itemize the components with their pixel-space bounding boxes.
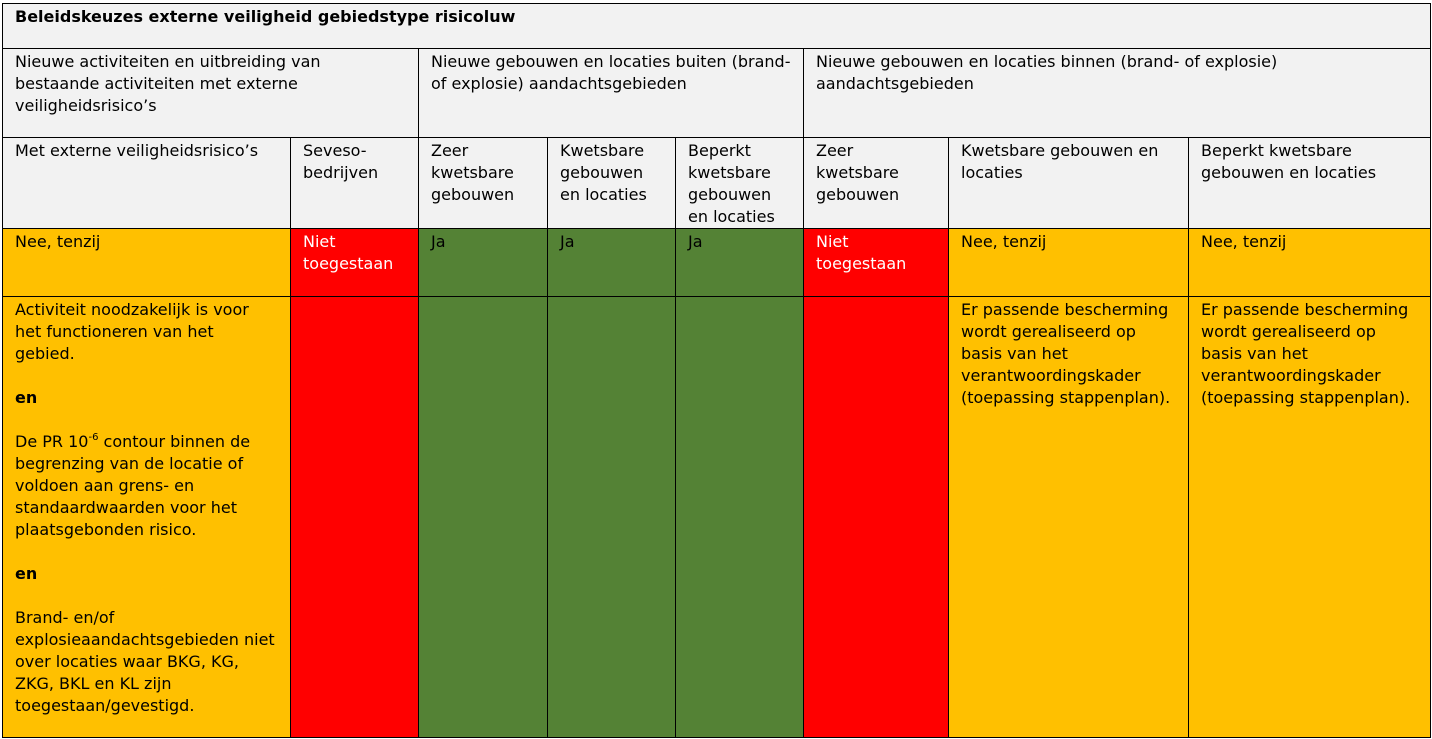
condition-cell-empty [548, 297, 676, 738]
verdict-niet-toegestaan: Niet toegestaan [291, 229, 419, 297]
group-header-outside-areas: Nieuwe gebouwen en locaties buiten (brand- of explosie) aandachtsgebieden [419, 49, 804, 138]
verdict-ja: Ja [419, 229, 548, 297]
column-header-outside-vulnerable: Kwetsbare gebouwen en locaties [548, 138, 676, 229]
group-header-inside-areas: Nieuwe gebouwen en locaties binnen (brand- of explosie) aandachtsgebieden [804, 49, 1431, 138]
condition-cell-activities [3, 297, 291, 738]
table-title: Beleidskeuzes externe veiligheid gebiedstype risicoluw [3, 4, 1431, 49]
condition-protection-limited-vulnerable: Er passende bescherming wordt gerealiseerd op basis van het verantwoordingskader (toepassing stappenplan). [1189, 297, 1431, 738]
condition-attention-areas: Brand- en/of explosieaandachtsgebieden niet over locaties waar BKG, KG, ZKG, BKL en KL zijn toegestaan/gevestigd. [15, 608, 275, 715]
column-header-external-risk: Met externe veiligheidsrisico’s [3, 138, 291, 229]
column-header-inside-limited-vulnerable: Beperkt kwetsbare gebouwen en locaties [1189, 138, 1431, 229]
verdict-nee-tenzij: Nee, tenzij [949, 229, 1189, 297]
condition-cell-empty [419, 297, 548, 738]
condition-necessity: Activiteit noodzakelijk is voor het functioneren van het gebied. [15, 300, 249, 363]
column-header-outside-very-vulnerable: Zeer kwetsbare gebouwen [419, 138, 548, 229]
condition-pr-contour: De PR $10^{-6}$ contour binnen de begrenzing van de locatie of voldoen aan grens- en standaardwaarden voor het plaatsgebonden risico. [15, 432, 251, 539]
condition-and: en [15, 388, 38, 407]
verdict-nee-tenzij: Nee, tenzij [3, 229, 291, 297]
condition-protection-vulnerable: Er passende bescherming wordt gerealiseerd op basis van het verantwoordingskader (toepassing stappenplan). [949, 297, 1189, 738]
verdict-ja: Ja [676, 229, 804, 297]
verdict-niet-toegestaan: Niet toegestaan [804, 229, 949, 297]
condition-cell-empty [291, 297, 419, 738]
verdict-nee-tenzij: Nee, tenzij [1189, 229, 1431, 297]
condition-cell-empty [804, 297, 949, 738]
column-header-outside-limited-vulnerable: Beperkt kwetsbare gebouwen en locaties [676, 138, 804, 229]
group-header-new-activities: Nieuwe activiteiten en uitbreiding van bestaande activiteiten met externe veiligheidsrisico’s [3, 49, 419, 138]
column-header-inside-vulnerable: Kwetsbare gebouwen en locaties [949, 138, 1189, 229]
verdict-ja: Ja [548, 229, 676, 297]
column-header-inside-very-vulnerable: Zeer kwetsbare gebouwen [804, 138, 949, 229]
condition-and: en [15, 564, 38, 583]
policy-table [2, 3, 1431, 738]
condition-cell-empty [676, 297, 804, 738]
column-header-seveso: Seveso-bedrijven [291, 138, 419, 229]
